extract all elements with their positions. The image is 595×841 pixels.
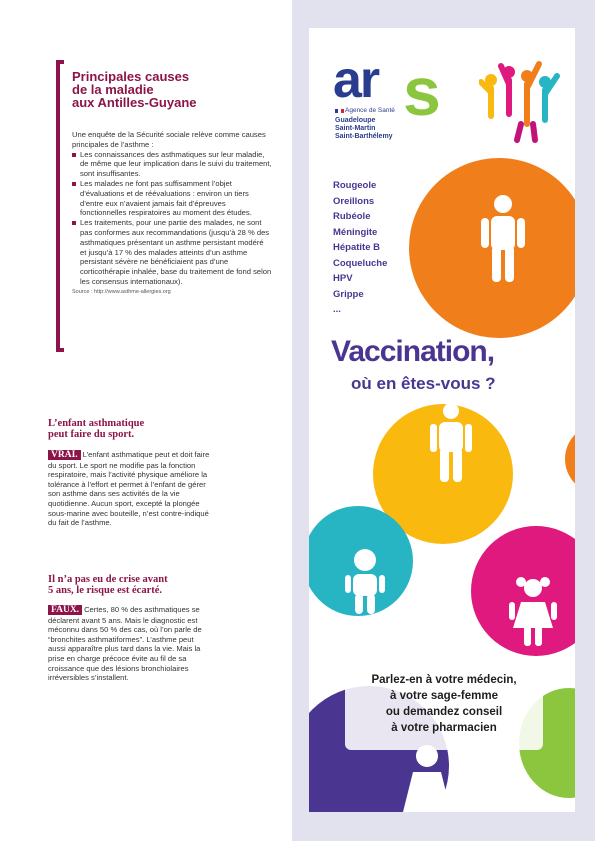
adult-figure-icon bbox=[477, 194, 529, 284]
cause-item: Les traitements, pour une partie des malades, ne sont pas conformes aux recommandations (jusqu’à 28 % des asthmatiques présentant un asthme persistant modéré et jusqu’à 17 % des malades atteints d’un asthme persistant sévère ne bénéficiaient pas d’une corticothérapie inhalée, base du traitement de fond selon les consensus internationaux). bbox=[72, 218, 272, 287]
myth-title-line: peut faire du sport. bbox=[48, 429, 135, 440]
disease-item: Coqueluche bbox=[333, 257, 388, 269]
ars-logo-text: ar bbox=[333, 51, 379, 109]
faux-tag: FAUX. bbox=[48, 605, 82, 615]
myth-title-line: 5 ans, le risque est écarté. bbox=[48, 585, 163, 596]
box-bracket bbox=[56, 60, 64, 352]
agence-label: Agence de Santé bbox=[345, 107, 395, 114]
vrai-tag: VRAI. bbox=[48, 450, 81, 460]
box-body bbox=[72, 130, 272, 296]
cause-item: Les malades ne font pas suffisamment l’objet d’évaluations et de réévaluations : environ un tiers d’entre eux n’avaient jamais fait d’épreuves fonctionnelles respiratoires au moment des études. bbox=[72, 179, 272, 218]
french-flag-icon bbox=[335, 109, 344, 113]
cause-item: Les connaissances des asthmatiques sur leur maladie, de même que leur implication dans le suivi du traitement, sont insuffisantes. bbox=[72, 150, 272, 179]
children-illustration bbox=[479, 58, 563, 144]
myth-text: Certes, 80 % des asthmatiques se déclarent avant 5 ans. Mais le diagnostic est méconnu dans 50 % des cas, où l’on parle de “bronchites asthmatiformes”. L’asthme peut aussi apparaître plus tard dans la vie. Mais la prise en charge précoce évite au fil de sa croissance que des lésions bronchiolaires irréversibles s’installent. bbox=[48, 605, 202, 683]
disease-item: Rubéole bbox=[333, 211, 371, 222]
cta-line: ou demandez conseil bbox=[385, 706, 503, 718]
myth-title-line: Il n’a pas eu de crise avant bbox=[48, 574, 168, 585]
orange-small-circle bbox=[565, 424, 575, 494]
child-bottom-figure-icon bbox=[399, 742, 455, 812]
cta-line: à votre pharmacien bbox=[391, 722, 497, 734]
teen-figure-icon bbox=[427, 402, 475, 484]
myth-title-line: L’enfant asthmatique bbox=[48, 418, 145, 429]
disease-item: ... bbox=[333, 304, 341, 315]
poster-subhead: où en êtes-vous ? bbox=[351, 374, 496, 393]
box-source: Source : http://www.asthme-allergies.org bbox=[72, 288, 171, 295]
girl-figure-icon bbox=[507, 576, 559, 648]
causes-list bbox=[72, 150, 272, 287]
myth-title-crise bbox=[48, 574, 268, 596]
ars-logo-s: s bbox=[403, 54, 441, 130]
cta-line: à votre sage-femme bbox=[389, 690, 499, 702]
disease-item: Grippe bbox=[333, 288, 364, 300]
region-name: Saint-Barthélemy bbox=[335, 133, 393, 140]
region-name: Saint-Martin bbox=[335, 125, 376, 132]
regions-label bbox=[335, 117, 393, 141]
box-title bbox=[72, 70, 272, 109]
vaccination-poster bbox=[309, 28, 575, 812]
box-title-line-1: Principales causes bbox=[72, 69, 190, 84]
disease-item: Méningite bbox=[333, 226, 378, 238]
box-title-line-2: de la maladie bbox=[72, 82, 154, 97]
box-intro: Une enquête de la Sécurité sociale relève comme causes principales de l’asthme : bbox=[72, 130, 266, 149]
myth-text: L’enfant asthmatique peut et doit faire du sport. Le sport ne modifie pas la fonction respiratoire, mais l’activité physique améliore la tolérance à l’effort et permet à l’enfant de gérer son asthme dans ses activités de la vie quotidienne. Aucun sport, excepté la plongée sous-marine avec bouteille, n’est contre-indiqué du fait de l’asthme. bbox=[48, 450, 210, 528]
baby-figure-icon bbox=[343, 548, 387, 616]
causes-box bbox=[56, 60, 280, 352]
disease-item: Rougeole bbox=[333, 180, 377, 191]
disease-item: Oreillons bbox=[333, 195, 375, 207]
disease-item: Hépatite B bbox=[333, 242, 380, 253]
myth-body-sport bbox=[48, 450, 213, 528]
diseases-list bbox=[333, 178, 387, 318]
poster-headline: Vaccination, bbox=[331, 335, 495, 368]
myth-body-crise bbox=[48, 605, 213, 683]
disease-item: HPV bbox=[333, 273, 353, 284]
poster-cta bbox=[345, 666, 543, 750]
box-title-line-3: aux Antilles-Guyane bbox=[72, 95, 197, 110]
cta-line: Parlez-en à votre médecin, bbox=[371, 674, 517, 686]
myth-title-sport bbox=[48, 418, 268, 440]
region-name: Guadeloupe bbox=[335, 117, 376, 124]
